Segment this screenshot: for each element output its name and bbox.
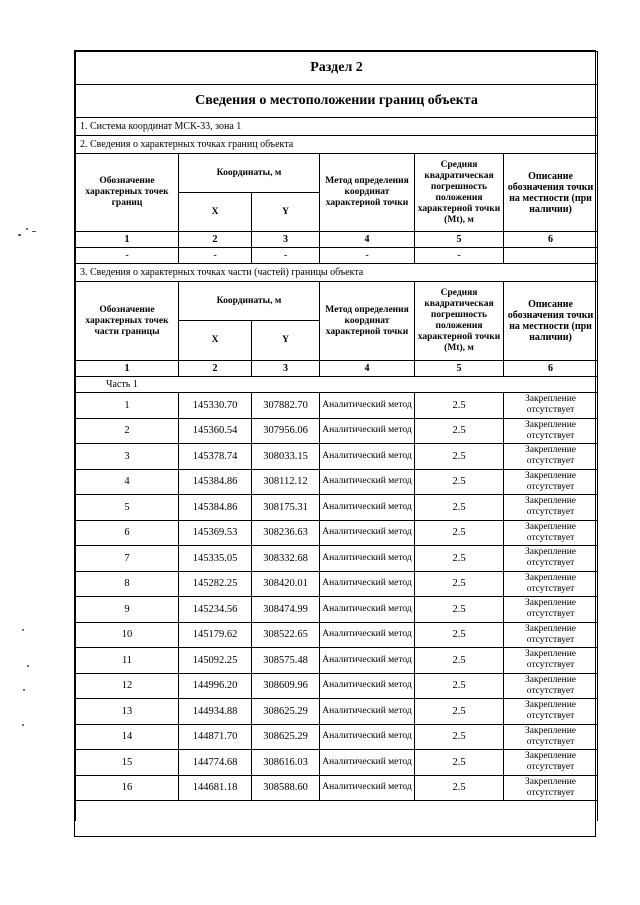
header-x: X <box>179 321 252 361</box>
coord-x: 145384.86 <box>179 469 252 495</box>
coord-y: 308236.63 <box>252 520 320 546</box>
description-cell: Закрепление отсутствует <box>504 673 598 699</box>
column-number: 4 <box>320 361 415 377</box>
point-number: 11 <box>76 648 179 674</box>
method-cell: Аналитический метод <box>320 546 415 572</box>
scan-speck <box>32 231 36 232</box>
document-frame <box>74 50 596 837</box>
table-row <box>76 418 598 444</box>
method-cell: Аналитический метод <box>320 418 415 444</box>
column-number: 6 <box>504 361 598 377</box>
method-cell: Аналитический метод <box>320 648 415 674</box>
description-cell: Закрепление отсутствует <box>504 418 598 444</box>
method-cell: Аналитический метод <box>320 571 415 597</box>
coord-y: 308474.99 <box>252 597 320 623</box>
point-number: 13 <box>76 699 179 725</box>
empty-cell: - <box>320 248 415 264</box>
table-row <box>76 622 598 648</box>
accuracy-cell: 2.5 <box>415 546 504 572</box>
coord-x: 145378.74 <box>179 444 252 470</box>
point-number: 8 <box>76 571 179 597</box>
table-row <box>76 393 598 419</box>
description-cell: Закрепление отсутствует <box>504 775 598 801</box>
table-row <box>76 444 598 470</box>
accuracy-cell: 2.5 <box>415 699 504 725</box>
description-cell: Закрепление отсутствует <box>504 622 598 648</box>
accuracy-cell: 2.5 <box>415 520 504 546</box>
point-number: 7 <box>76 546 179 572</box>
coord-x: 145092.25 <box>179 648 252 674</box>
scan-speck <box>22 629 24 631</box>
accuracy-cell: 2.5 <box>415 750 504 776</box>
accuracy-cell: 2.5 <box>415 775 504 801</box>
description-cell: Закрепление отсутствует <box>504 597 598 623</box>
description-cell: Закрепление отсутствует <box>504 444 598 470</box>
description-cell: Закрепление отсутствует <box>504 750 598 776</box>
coord-x: 145384.86 <box>179 495 252 521</box>
empty-cell <box>504 248 598 264</box>
column-number: 3 <box>252 361 320 377</box>
point-number: 6 <box>76 520 179 546</box>
point-number: 14 <box>76 724 179 750</box>
table-row <box>76 724 598 750</box>
coord-y: 308033.15 <box>252 444 320 470</box>
point-number: 4 <box>76 469 179 495</box>
coord-y: 308625.29 <box>252 699 320 725</box>
coord-y: 308112.12 <box>252 469 320 495</box>
method-cell: Аналитический метод <box>320 724 415 750</box>
coord-x: 144871.70 <box>179 724 252 750</box>
method-cell: Аналитический метод <box>320 469 415 495</box>
accuracy-cell: 2.5 <box>415 469 504 495</box>
coord-y: 307956.06 <box>252 418 320 444</box>
accuracy-cell: 2.5 <box>415 724 504 750</box>
trailing-empty-row <box>76 801 598 822</box>
table-row <box>76 571 598 597</box>
scan-speck <box>26 228 28 230</box>
column-number: 2 <box>179 361 252 377</box>
column-number: 6 <box>504 232 598 248</box>
method-cell: Аналитический метод <box>320 444 415 470</box>
empty-cell: - <box>252 248 320 264</box>
coord-y: 308522.65 <box>252 622 320 648</box>
accuracy-cell: 2.5 <box>415 444 504 470</box>
section-heading: Раздел 2 <box>76 52 598 85</box>
accuracy-cell: 2.5 <box>415 673 504 699</box>
header-coordinates: Координаты, м <box>179 282 320 321</box>
scan-speck <box>27 665 29 667</box>
method-cell: Аналитический метод <box>320 673 415 699</box>
empty-cell: - <box>415 248 504 264</box>
column-number: 4 <box>320 232 415 248</box>
method-cell: Аналитический метод <box>320 393 415 419</box>
boundary-table <box>75 51 598 821</box>
coord-x: 144774.68 <box>179 750 252 776</box>
header-x: X <box>179 193 252 232</box>
column-number: 3 <box>252 232 320 248</box>
coord-y: 308625.29 <box>252 724 320 750</box>
method-cell: Аналитический метод <box>320 597 415 623</box>
coord-y: 308609.96 <box>252 673 320 699</box>
point-number: 5 <box>76 495 179 521</box>
point-number: 2 <box>76 418 179 444</box>
coord-x: 145369.53 <box>179 520 252 546</box>
description-cell: Закрепление отсутствует <box>504 469 598 495</box>
table-row <box>76 469 598 495</box>
coord-x: 145335.05 <box>179 546 252 572</box>
column-number: 1 <box>76 361 179 377</box>
description-cell: Закрепление отсутствует <box>504 495 598 521</box>
column-number: 5 <box>415 361 504 377</box>
coord-x: 144996.20 <box>179 673 252 699</box>
description-cell: Закрепление отсутствует <box>504 648 598 674</box>
coord-y: 308616.03 <box>252 750 320 776</box>
column-number: 5 <box>415 232 504 248</box>
scan-speck <box>18 234 21 236</box>
boundary-points-label: 2. Сведения о характерных точках границ объекта <box>76 136 598 154</box>
table-row <box>76 597 598 623</box>
method-cell: Аналитический метод <box>320 520 415 546</box>
method-cell: Аналитический метод <box>320 775 415 801</box>
table-row <box>76 495 598 521</box>
column-number: 1 <box>76 232 179 248</box>
table-row <box>76 648 598 674</box>
coord-x: 145282.25 <box>179 571 252 597</box>
description-cell: Закрепление отсутствует <box>504 393 598 419</box>
point-number: 15 <box>76 750 179 776</box>
table-row <box>76 673 598 699</box>
header-coordinates: Координаты, м <box>179 154 320 193</box>
accuracy-cell: 2.5 <box>415 495 504 521</box>
header-y: Y <box>252 193 320 232</box>
header-accuracy: Средняя квадратическая погрешность положения характерной точки (Mt), м <box>415 154 504 232</box>
description-cell: Закрепление отсутствует <box>504 724 598 750</box>
point-number: 3 <box>76 444 179 470</box>
table-row <box>76 750 598 776</box>
method-cell: Аналитический метод <box>320 622 415 648</box>
accuracy-cell: 2.5 <box>415 571 504 597</box>
coord-y: 308175.31 <box>252 495 320 521</box>
accuracy-cell: 2.5 <box>415 393 504 419</box>
header-description: Описание обозначения точки на местности (при наличии) <box>504 282 598 361</box>
coord-y: 308588.60 <box>252 775 320 801</box>
table-row <box>76 775 598 801</box>
document-title: Сведения о местоположении границ объекта <box>76 85 598 118</box>
accuracy-cell: 2.5 <box>415 622 504 648</box>
header-y: Y <box>252 321 320 361</box>
method-cell: Аналитический метод <box>320 750 415 776</box>
coord-y: 307882.70 <box>252 393 320 419</box>
coord-x: 145179.62 <box>179 622 252 648</box>
method-cell: Аналитический метод <box>320 699 415 725</box>
column-number: 2 <box>179 232 252 248</box>
header-description: Описание обозначения точки на местности (при наличии) <box>504 154 598 232</box>
coordinate-system-label: 1. Система координат МСК-33, зона 1 <box>76 118 598 136</box>
point-number: 1 <box>76 393 179 419</box>
points-body <box>76 393 598 801</box>
header-method: Метод определения координат характерной точки <box>320 154 415 232</box>
point-number: 12 <box>76 673 179 699</box>
table-row <box>76 699 598 725</box>
table-row <box>76 520 598 546</box>
empty-cell: - <box>179 248 252 264</box>
part-label: Часть 1 <box>76 377 598 393</box>
description-cell: Закрепление отсутствует <box>504 699 598 725</box>
scan-speck <box>22 724 24 726</box>
header-accuracy: Средняя квадратическая погрешность положения характерной точки (Mt), м <box>415 282 504 361</box>
part-points-label: 3. Сведения о характерных точках части (частей) границы объекта <box>76 264 598 282</box>
description-cell: Закрепление отсутствует <box>504 571 598 597</box>
header-point-designation: Обозначение характерных точек границ <box>76 154 179 232</box>
point-number: 9 <box>76 597 179 623</box>
point-number: 16 <box>76 775 179 801</box>
coord-x: 144681.18 <box>179 775 252 801</box>
scan-speck <box>23 689 25 691</box>
coord-x: 145360.54 <box>179 418 252 444</box>
table-row <box>76 546 598 572</box>
header-point-designation: Обозначение характерных точек части границы <box>76 282 179 361</box>
description-cell: Закрепление отсутствует <box>504 546 598 572</box>
point-number: 10 <box>76 622 179 648</box>
coord-y: 308420.01 <box>252 571 320 597</box>
coord-x: 145234.56 <box>179 597 252 623</box>
coord-y: 308575.48 <box>252 648 320 674</box>
coord-x: 145330.70 <box>179 393 252 419</box>
accuracy-cell: 2.5 <box>415 418 504 444</box>
method-cell: Аналитический метод <box>320 495 415 521</box>
empty-cell: - <box>76 248 179 264</box>
coord-y: 308332.68 <box>252 546 320 572</box>
accuracy-cell: 2.5 <box>415 597 504 623</box>
header-method: Метод определения координат характерной точки <box>320 282 415 361</box>
description-cell: Закрепление отсутствует <box>504 520 598 546</box>
accuracy-cell: 2.5 <box>415 648 504 674</box>
coord-x: 144934.88 <box>179 699 252 725</box>
